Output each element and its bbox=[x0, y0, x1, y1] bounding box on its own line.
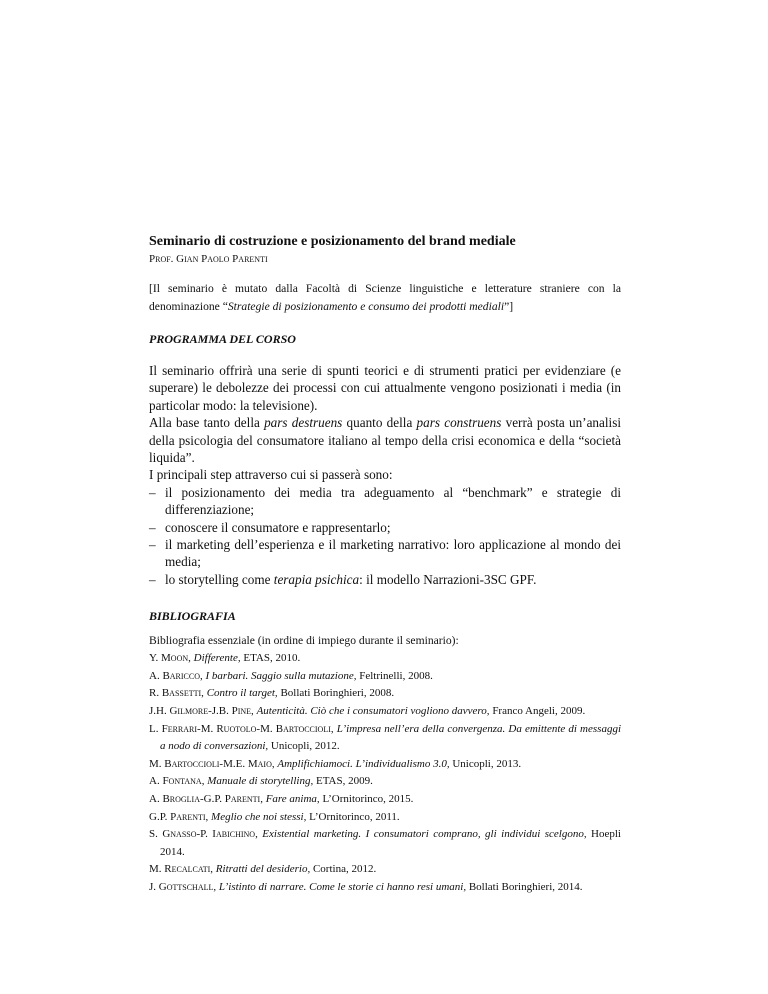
entry-title: I barbari. Saggio sulla mutazione, bbox=[205, 669, 357, 682]
entry-publisher: Bollati Boringhieri, 2014. bbox=[468, 881, 583, 893]
program-paragraph-1: Il seminario offrirà una serie di spunti teorici e di strumenti pratici per evidenziare (e superare) le debolezze dei processi con cui attualmente vengono posizionati i media (in particolar modo: la televisione). bbox=[149, 363, 621, 413]
bibliography-entry bbox=[149, 773, 621, 791]
program-heading: PROGRAMMA DEL CORSO bbox=[149, 332, 296, 346]
bibliography-entry bbox=[149, 650, 621, 668]
entry-author: S. Gnasso-P. Iabichino, bbox=[149, 828, 258, 841]
program-paragraph-2 bbox=[149, 414, 621, 466]
p2-pars-destruens: pars destruens bbox=[264, 415, 343, 431]
entry-author: L. Ferrari-M. Ruotolo-M. Bartoccioli, bbox=[149, 722, 334, 735]
note-course-name: Strategie di posizionamento e consumo dei prodotti mediali bbox=[227, 300, 505, 313]
entry-title: Amplifichiamoci. L’individualismo 3.0, bbox=[277, 757, 450, 770]
list-item: – il posizionamento dei media tra adeguamento al “benchmark” e strategie di differenziazione; bbox=[149, 484, 621, 519]
last-item-text-c: : il modello Narrazioni-3SC GPF. bbox=[359, 571, 537, 587]
entry-publisher: , Hoepli 2014. bbox=[160, 828, 621, 858]
entry-author: A. Fontana, bbox=[149, 775, 205, 788]
bibliography-intro: Bibliografia essenziale (in ordine di impiego durante il seminario): bbox=[149, 634, 459, 648]
bibliography-entry bbox=[149, 879, 621, 897]
entry-publisher: L’Ornitorinco, 2015. bbox=[322, 793, 414, 806]
bibliography-heading: BIBLIOGRAFIA bbox=[149, 609, 236, 624]
entry-publisher: Franco Angeli, 2009. bbox=[492, 705, 586, 718]
entry-title: L’impresa nell’era della convergenza. Da emittente di messaggi a nodo di conversazioni, bbox=[160, 722, 621, 753]
p2-text-c: quanto della bbox=[342, 415, 417, 431]
entry-publisher: Cortina, 2012. bbox=[312, 863, 377, 876]
bibliography-list bbox=[149, 650, 621, 896]
entry-title: Existential marketing. I consumatori comprano, gli individui scelgono bbox=[262, 828, 584, 841]
entry-author: R. Bassetti, bbox=[149, 687, 204, 700]
entry-author: M. Recalcati, bbox=[149, 863, 214, 876]
entry-publisher: Feltrinelli, 2008. bbox=[359, 669, 433, 682]
bibliography-entry bbox=[149, 861, 621, 879]
entry-title: Autenticità. Ciò che i consumatori vogliono davvero, bbox=[256, 705, 490, 718]
entry-title: L’istinto di narrare. Come le storie ci hanno resi umani, bbox=[218, 881, 467, 893]
bibliography-entry bbox=[149, 685, 621, 703]
entry-title: Meglio che noi stessi, bbox=[211, 810, 307, 823]
list-item bbox=[149, 571, 621, 588]
bibliography-entry bbox=[149, 721, 621, 756]
bibliography-entry bbox=[149, 756, 621, 774]
entry-author: G.P. Parenti, bbox=[149, 810, 209, 823]
last-item-italic: terapia psichica bbox=[273, 571, 360, 587]
entry-publisher: Unicopli, 2012. bbox=[270, 740, 340, 753]
entry-title: Differente, bbox=[193, 652, 241, 665]
program-paragraph-3: I principali step attraverso cui si passerà sono: bbox=[149, 467, 393, 483]
bibliography-entry bbox=[149, 791, 621, 809]
entry-publisher: ETAS, 2009. bbox=[315, 775, 373, 788]
entry-publisher: L’Ornitorinco, 2011. bbox=[309, 810, 400, 823]
mutation-note bbox=[149, 280, 621, 316]
bibliography-entry bbox=[149, 703, 621, 721]
bibliography-entry bbox=[149, 668, 621, 686]
program-steps-list bbox=[149, 484, 621, 588]
entry-author: A. Broglia-G.P. Parenti, bbox=[149, 793, 263, 806]
note-text-2: ”] bbox=[504, 300, 514, 313]
entry-publisher: ETAS, 2010. bbox=[243, 652, 301, 665]
page-title: Seminario di costruzione e posizionamento del brand mediale bbox=[149, 234, 516, 249]
program-body bbox=[149, 362, 621, 588]
list-item: – conoscere il consumatore e rappresentarlo; bbox=[149, 519, 621, 536]
bibliography-entry bbox=[149, 809, 621, 827]
note-text-1: [Il seminario è mutato dalla Facoltà di Scienze linguistiche e letterature straniere con la denominazione “ bbox=[149, 282, 621, 313]
entry-title: Contro il target, bbox=[206, 687, 278, 700]
entry-author: J. Gottschall, bbox=[149, 881, 217, 893]
list-item: – il marketing dell’esperienza e il marketing narrativo: loro applicazione al mondo dei media; bbox=[149, 536, 621, 571]
bibliography-entry bbox=[149, 826, 621, 861]
p2-pars-construens: pars construens bbox=[416, 415, 502, 431]
document-page bbox=[149, 233, 621, 897]
entry-title: Fare anima, bbox=[265, 793, 320, 806]
entry-publisher: Bollati Boringhieri, 2008. bbox=[280, 687, 395, 700]
entry-author: A. Baricco, bbox=[149, 669, 203, 682]
entry-title: Ritratti del desiderio, bbox=[215, 863, 311, 876]
entry-title: Manuale di storytelling, bbox=[207, 775, 314, 788]
entry-author: Y. Moon, bbox=[149, 652, 191, 665]
entry-publisher: Unicopli, 2013. bbox=[452, 757, 522, 770]
last-item-text-a: lo storytelling come bbox=[165, 571, 274, 587]
p2-text-e: verrà posta un’analisi della psicologia del consumatore italiano al tempo della crisi economica e della “società liquida”. bbox=[149, 415, 621, 466]
entry-author: J.H. Gilmore-J.B. Pine, bbox=[149, 705, 254, 718]
author-name: Prof. Gian Paolo Parenti bbox=[149, 253, 268, 265]
p2-text-a: Alla base tanto della bbox=[149, 415, 265, 431]
entry-author: M. Bartoccioli-M.E. Maio, bbox=[149, 757, 275, 770]
